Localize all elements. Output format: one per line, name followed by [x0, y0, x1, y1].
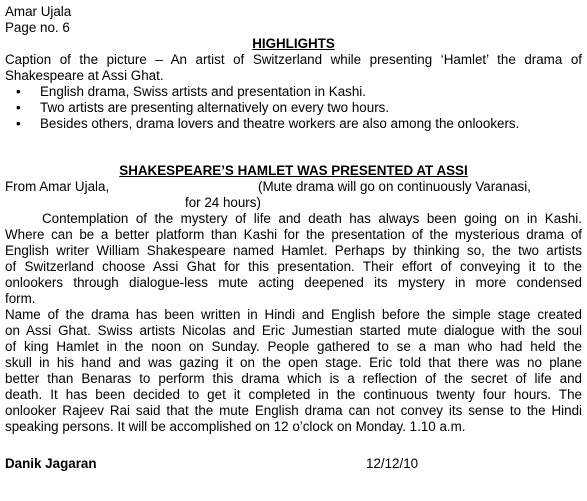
- caption-line-1: Caption of the picture – An artist of Switzerland while presenting ‘Hamlet’ the drama of: [5, 52, 582, 67]
- list-item: • Two artists are presenting alternatively on every two hours.: [16, 100, 390, 115]
- bullet-icon: •: [16, 84, 21, 99]
- dateline-text: (Mute drama will go on continuously Varanasi,: [258, 179, 531, 194]
- bullet-icon: •: [16, 116, 21, 131]
- dateline: [5, 179, 582, 195]
- footer-newspaper: Danik Jagaran: [5, 456, 97, 471]
- list-item: • English drama, Swiss artists and presentation in Kashi.: [16, 84, 366, 99]
- bullet-icon: •: [16, 100, 21, 115]
- highlights-heading: HIGHLIGHTS: [252, 36, 335, 51]
- from-source: From Amar Ujala,: [5, 179, 110, 194]
- list-item: • Besides others, drama lovers and theatre workers are also among the onlookers.: [16, 116, 520, 131]
- highlights-list: [5, 84, 582, 132]
- article-title: SHAKESPEARE’S HAMLET WAS PRESENTED AT ASSI: [119, 163, 468, 178]
- article-paragraph-1: Contemplation of the mystery of life and death has always been going on in Kashi. Where can be a better platform than Kashi for the presentation of the mysterious drama of English writer William Shakespeare named Hamlet. Perhaps by thinking so, the two artists of Switzerland choose Assi Ghat for this presentation. Their effort of conveying it to the onlookers through dialogue-less mute acting deepened its mystery in more condensed form.: [5, 211, 582, 306]
- page-number: Page no. 6: [5, 20, 70, 35]
- article-paragraph-2: Name of the drama has been written in Hindi and English before the simple stage created on Assi Ghat. Swiss artists Nicolas and Eric Jumestian started mute dialogue with the soul of king Hamlet in the noon on Sunday. People gathered to se a man who had held the skull in his hand and was gazing it on the open stage. Eric told that there was no plane better than Benaras to perform this drama which is a reflection of the secret of life and death. It has been decided to get it completed in the continuous twenty four hours. The onlooker Rajeev Rai said that the mute English drama can not convey its sense to the Hindi speaking persons. It will be accomplished on 12 o’clock on Monday. 1.10 a.m.: [5, 307, 582, 434]
- footer-date: 12/12/10: [366, 456, 419, 471]
- document: [5, 4, 582, 472]
- dateline-continued: for 24 hours): [185, 195, 261, 210]
- footer: [5, 456, 582, 472]
- source-newspaper: Amar Ujala: [5, 4, 72, 19]
- caption-line-2: Shakespeare at Assi Ghat.: [5, 68, 164, 83]
